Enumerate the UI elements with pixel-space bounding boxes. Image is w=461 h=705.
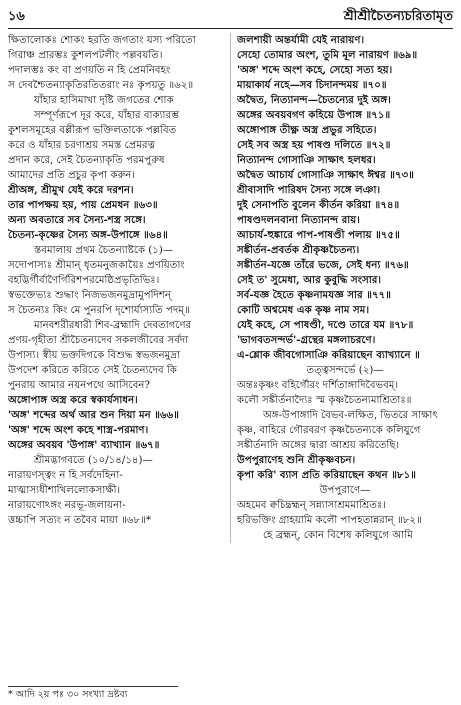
- text-line: কৃপা করি' ব্যাস প্রতি করিয়াছেন কথন ॥৮১॥: [237, 469, 417, 481]
- text-line: অঙ্গের অবয়বগণ কহিয়ে উপাঙ্গ ॥৭১॥: [237, 109, 391, 121]
- text-line: অদ্বৈত আচার্য গোসাঞি সাক্ষাৎ ঈশ্বর ॥৭৩॥: [237, 169, 415, 181]
- text-line: সেহো তোমার অংশ, তুমি মূল নারায়ণ ॥৬৯॥: [237, 49, 418, 61]
- text-line: অন্তঃকৃষ্ণং বহির্গৌরং দর্শিতাঙ্গাদিবৈভবম্।: [237, 380, 399, 391]
- text-line: দুই সেনাপতি বুলেন কীর্তন করিয়া ॥৭৪॥: [237, 199, 400, 211]
- text-line: উপদেশ করিতে করিতে সেই চৈতন্যদেব কি: [8, 365, 177, 376]
- text-line: শ্রীবাসাদি পারিষদ সৈন্য সঙ্গে লঞা।: [237, 184, 381, 196]
- text-line: শ্রীঅঙ্গ, শ্রীমুখ যেই করে দরশন।: [8, 184, 134, 196]
- footnote-rule: [8, 686, 178, 687]
- text-line: তত্ত্বসন্দর্ভে (২)—: [306, 365, 384, 376]
- text-line: 'অঙ্গ' শব্দে অংশ কহে শাস্ত্র-পরমাণ।: [8, 424, 149, 436]
- text-line: উপপুরাণে—: [319, 485, 371, 496]
- text-line: পুনরায় আমার নয়নপথে আসিবেন?: [8, 380, 150, 391]
- text-line: নারায়ণস্ত্বং ন হি সর্বদেহিনা-: [8, 470, 123, 481]
- text-line: সঙ্কীর্তন-যজ্ঞে তাঁরে ভজে, সেই ধন্য ॥৭৬॥: [237, 259, 409, 271]
- text-line: যেই কহে, সে পাষণ্ডী, দণ্ডে তারে যম ॥৭৮॥: [237, 319, 414, 331]
- text-line: অঙ্গ-উপাঙ্গাদি বৈভব-লক্ষিত, ভিতরে সাক্ষাৎ: [263, 410, 438, 421]
- text-line: তার পাপক্ষয় হয়, পায় প্রেমধন ॥৬৩॥: [8, 199, 158, 211]
- text-line: আচার্য-হুঙ্কারে পাপ-পাষণ্ডী পলায় ॥৭৫॥: [237, 229, 400, 241]
- text-line: আমাদের প্রতি প্রচুর কৃপা করুন।: [8, 170, 136, 181]
- text-line: কোটি অশ্বমেধ এক কৃষ্ণ নাম সম।: [237, 304, 370, 316]
- text-line: 'ভাগবতসন্দর্ভ'-গ্রন্থের মঙ্গলাচরণে।: [237, 334, 376, 346]
- text-line: অন্য অবতারে সব সৈন্য-শস্ত্র সঙ্গে।: [8, 214, 146, 226]
- text-line: 'অঙ্গ' শব্দে অংশ কহে, সেহো সত্য হয়।: [237, 64, 393, 76]
- text-line: যাঁহার হাসিমাখা দৃষ্টি জগতের শোক: [34, 95, 174, 106]
- footnote: * আদি ২য় পঃ ৩০ সংখ্যা দ্রষ্টব্য: [8, 689, 128, 700]
- page-number: ১৬: [8, 8, 25, 24]
- left-column: [8, 33, 231, 543]
- text-line: অঙ্গের অবয়ব 'উপাঙ্গ' ব্যাখ্যান ॥৬৭॥: [8, 439, 160, 451]
- text-line: সদোপাস্যঃ শ্রীমান্ ধৃতমনুজকায়ৈঃ প্রণয়িতাং: [8, 260, 185, 271]
- text-line: প্রণয়-গৃহীতা শ্রীচৈতন্যদেব সকলজীবের সর্বদা: [8, 335, 189, 346]
- text-line: বহদ্ভির্গীর্বাণৈর্গিরিশপরমেষ্ঠিপ্রভৃতিভিঃ।: [8, 275, 160, 286]
- text-line: কৃষ্ণ, বাহিরে গৌরবরণ কৃষ্ণচৈতন্যকে কলিযুগে: [237, 425, 421, 436]
- text-line: নারায়ণোঽঙ্গং নরভূ-জলায়না-: [8, 500, 126, 511]
- text-line: সেই ত' সুমেধা, আর কুবুদ্ধি সংসার।: [237, 274, 382, 286]
- text-line: প্রদান করে, সেই চৈতন্যাকৃতি পরমপুরুষ: [8, 155, 165, 166]
- text-line: মানবশরীরধারী শিব-ব্রহ্মাদি দেবতাগণের: [34, 320, 192, 331]
- text-line: জলশায়ী অন্তর্যামী যেই নারায়ণ।: [237, 34, 365, 46]
- page-header: [8, 6, 453, 29]
- text-line: স দেবশ্চৈতন্যাকৃতিরতিতরাং নঃ কৃপয়তু ॥৬২॥: [8, 80, 194, 91]
- text-line: চৈতন্য-কৃষ্ণের সৈন্য অঙ্গ-উপাঙ্গে ॥৬৪॥: [8, 229, 168, 241]
- text-line: করে ও যাঁহার চরণাশ্রয় সমস্ত প্রেমরত্ন: [8, 140, 156, 151]
- text-line: অঙ্গোপাঙ্গ অস্ত্র করে স্বকার্যসাধন।: [8, 394, 138, 406]
- text-line: গিরাঞ্চ প্রারম্ভঃ কুশলপটলীং পল্লবয়তি।: [8, 50, 163, 61]
- text-line: পদালম্ভঃ কং বা প্রণয়তি ন হি প্রেমনিবহং: [8, 65, 171, 76]
- right-column: [231, 33, 453, 543]
- text-line: কলৌ সঙ্কীর্তনাদ্যৈঃ স্ম কৃষ্ণচৈতন্যমাশ্রিতাঃ॥: [237, 395, 412, 406]
- text-line: উপপুরাণেহ শুনি শ্রীকৃষ্ণবচন।: [237, 454, 356, 466]
- text-line: অহমেব ক্বচিদ্ব্রহ্মন্ সন্ন্যাসাশ্রমমাশ্রিতঃ।: [237, 500, 387, 511]
- text-line: এ-শ্লোক জীবগোসাঞি করিয়াছেন ব্যাখ্যানে ॥: [237, 349, 420, 361]
- text-columns: [8, 33, 453, 543]
- text-line: স চৈতন্যঃ কিং মে পুনরপি দৃশোর্যাস্যতি পদম্॥: [8, 305, 190, 316]
- text-line: স্তবমালায় প্রথম চৈতন্যাষ্টকে (১)—: [34, 245, 174, 256]
- text-line: ত্তচ্চাপি সত্যং ন তবৈব মায়া ॥৬৮॥*: [8, 515, 151, 526]
- text-line: মায়াকার্য নহে—সব চিদানন্দময় ॥৭০॥: [237, 79, 387, 91]
- text-line: অঙ্গোপাঙ্গ তীক্ষ্ণ অস্ত্র প্রভুর সহিতে।: [237, 124, 377, 136]
- text-line: ক্ষিতালোকঃ শোকং হরতি জগতাং যস্য পরিতো: [8, 35, 196, 46]
- text-line: সঙ্কীর্তনাদি অঙ্গের দ্বারা আশ্রয় করিতেছি।: [237, 440, 400, 451]
- text-line: হে ব্রহ্মন্, কোন বিশেষ কলিযুগে আমি: [263, 530, 413, 541]
- text-line: 'অঙ্গ' শব্দের অর্থ আর শুন দিয়া মন ॥৬৬॥: [8, 409, 180, 421]
- text-line: উপাস্য। স্বীয় ভক্তদিগকে বিশুদ্ধ স্বভজনমুদ্রা: [8, 350, 181, 361]
- text-line: নিত্যানন্দ গোসাঞি সাক্ষাৎ হলধর।: [237, 154, 376, 166]
- text-line: হরিভক্তিং গ্রাহয়ামি কলৌ পাপহতান্নরান্ ॥৮২॥: [237, 515, 422, 526]
- text-line: সেই সব অস্ত্র হয় পাষণ্ড দলিতে ॥৭২॥: [237, 139, 391, 151]
- text-line: শ্রীমদ্ভাগবতে (১০/১৪/১৪)—: [34, 455, 153, 466]
- text-line: মাত্মাস্যধীশাখিললোকসাক্ষী।: [8, 485, 121, 496]
- text-line: পাষণ্ডদলনবানা নিত্যানন্দ রায়।: [237, 214, 360, 226]
- text-line: সর্ব-যজ্ঞ হৈতে কৃষ্ণনামযজ্ঞ সার ॥৭৭॥: [237, 289, 391, 301]
- text-line: অদ্বৈত, নিত্যানন্দ—চৈতন্যের দুই অঙ্গ।: [237, 94, 391, 106]
- text-line: স্বভক্তেভ্যঃ শুদ্ধাং নিজভজনমুদ্রামুপদিশন্: [8, 290, 172, 301]
- text-line: কুশলসমূহের বল্লীরূপ ভক্তিলতাকে পল্লবিত: [8, 125, 177, 136]
- text-line: সঙ্কীর্তন-প্রবর্তক শ্রীকৃষ্ণচৈতন্য।: [237, 244, 360, 256]
- book-title: শ্রীশ্রীচৈতন্যচরিতামৃত: [343, 8, 453, 24]
- text-line: সম্পূর্ণরূপে দূর করে, যাঁহার বাক্যারম্ভ: [34, 110, 180, 121]
